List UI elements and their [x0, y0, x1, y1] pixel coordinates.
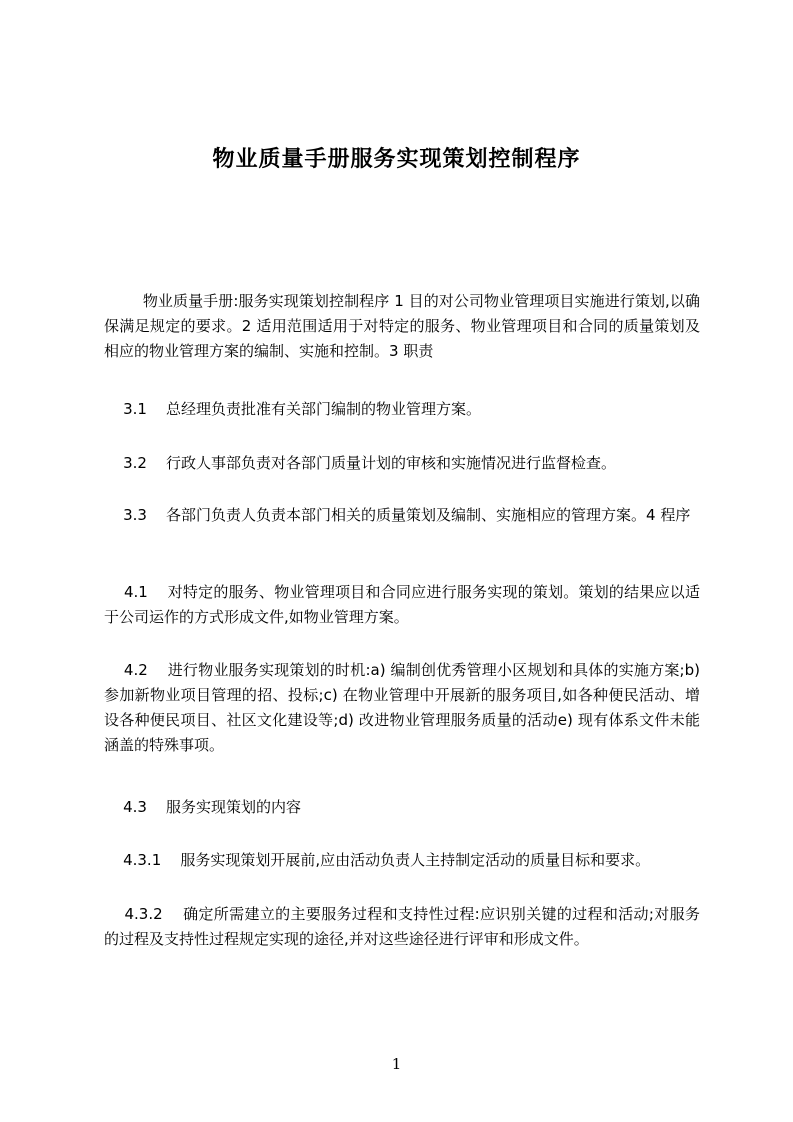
paragraph-4-3-2: 4.3.2 确定所需建立的主要服务过程和支持性过程:应识别关键的过程和活动;对服务的过程及支持性过程规定实现的途径,并对这些途径进行评审和形成文件。 — [104, 905, 700, 948]
document-title: 物业质量手册服务实现策划控制程序 — [212, 147, 581, 172]
paragraph-3-2: 3.2 行政人事部负责对各部门质量计划的审核和实施情况进行监督检查。 — [104, 454, 617, 472]
paragraph-4-3: 4.3 服务实现策划的内容 — [104, 798, 302, 816]
paragraph-4-2: 4.2 进行物业服务实现策划的时机:a) 编制创优秀管理小区规划和具体的实施方案;b) 参加新物业项目管理的招、投标;c) 在物业管理中开展新的服务项目,如各种便民活动、增设各种便民项目、社区文化建设等;d) 改进物业管理服务质量的活动e) 现有体系文件未能涵盖的特殊事项。 — [104, 661, 705, 754]
paragraph-3-1: 3.1 总经理负责批准有关部门编制的物业管理方案。 — [104, 400, 482, 418]
page-number: 1 — [391, 1055, 402, 1073]
paragraph-intro: 物业质量手册:服务实现策划控制程序 1 目的对公司物业管理项目实施进行策划,以确保满足规定的要求。2 适用范围适用于对特定的服务、物业管理项目和合同的质量策划及相应的物业管理方案的编制、实施和控制。3 职责 — [104, 292, 701, 360]
paragraph-4-3-1: 4.3.1 服务实现策划开展前,应由活动负责人主持制定活动的质量目标和要求。 — [104, 851, 651, 869]
paragraph-4-1: 4.1 对特定的服务、物业管理项目和合同应进行服务实现的策划。策划的结果应以适于公司运作的方式形成文件,如物业管理方案。 — [104, 583, 700, 626]
paragraph-3-3: 3.3 各部门负责人负责本部门相关的质量策划及编制、实施相应的管理方案。4 程序 — [104, 506, 691, 524]
